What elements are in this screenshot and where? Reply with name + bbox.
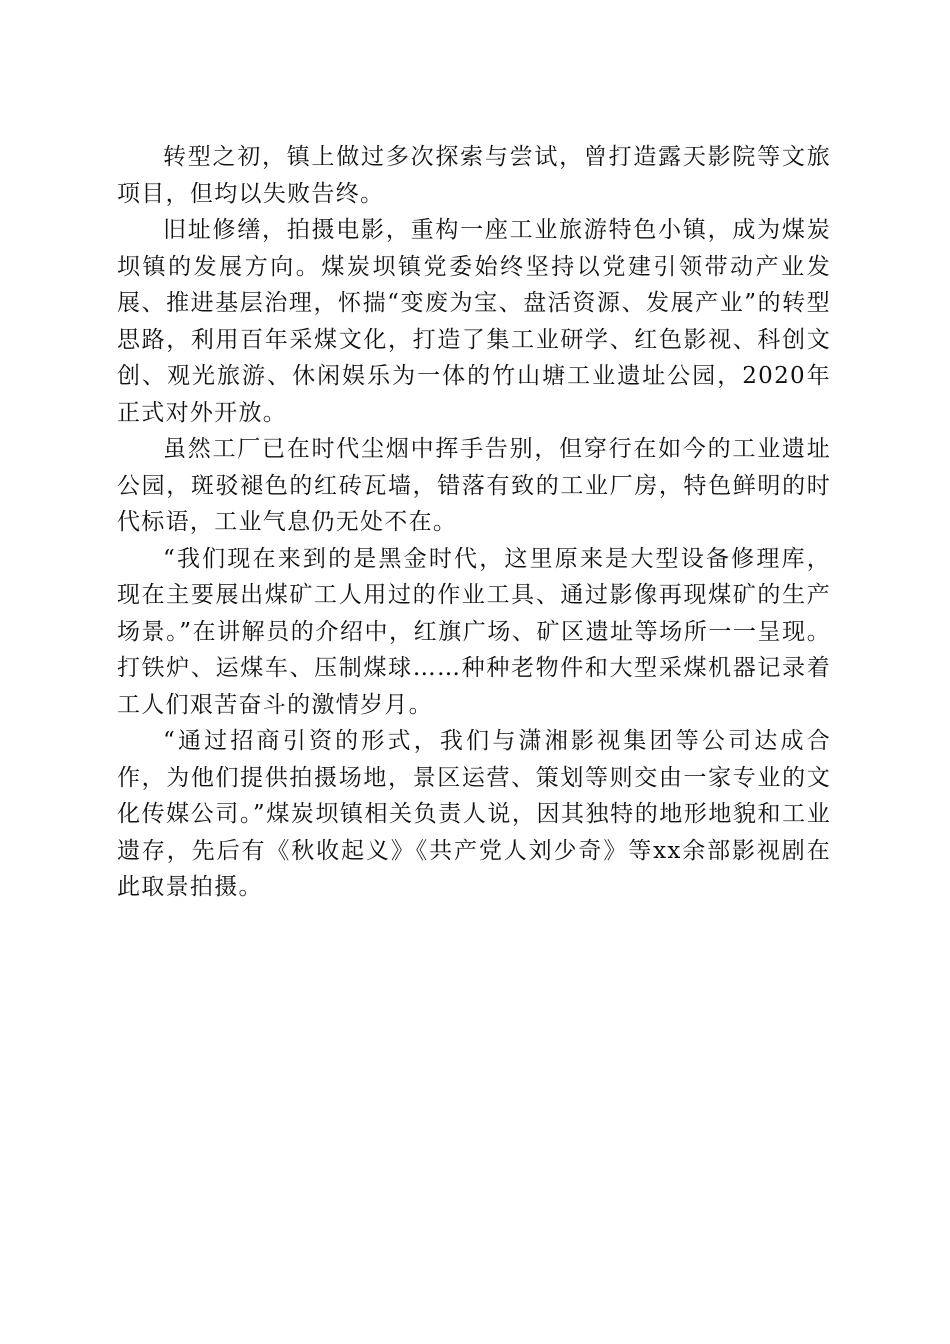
paragraph-4: “我们现在来到的是黑金时代，这里原来是大型设备修理库，现在主要展出煤矿工人用过的作业工具、通过影像再现煤矿的生产场景。”在讲解员的介绍中，红旗广场、矿区遗址等场所一一呈现。打铁炉、运煤车、压制煤球……种种老物件和大型采煤机器记录着工人们艰苦奋斗的激情岁月。 (117, 545, 831, 718)
paragraph-1: 转型之初，镇上做过多次探索与尝试，曾打造露天影院等文旅项目，但均以失败告终。 (117, 144, 831, 207)
document-body (117, 139, 831, 906)
paragraph-3: 虽然工厂已在时代尘烟中挥手告别，但穿行在如今的工业遗址公园，斑驳褪色的红砖瓦墙，错落有致的工业厂房，特色鲜明的时代标语，工业气息仍无处不在。 (117, 436, 831, 535)
paragraph-5: “通过招商引资的形式，我们与潇湘影视集团等公司达成合作，为他们提供拍摄场地，景区运营、策划等则交由一家专业的文化传媒公司。”煤炭坝镇相关负责人说，因其独特的地形地貌和工业遗存，先后有《秋收起义》《共产党人刘少奇》等xx余部影视剧在此取景拍摄。 (117, 728, 831, 900)
paragraph-2: 旧址修缮，拍摄电影，重构一座工业旅游特色小镇，成为煤炭坝镇的发展方向。煤炭坝镇党委始终坚持以党建引领带动产业发展、推进基层治理，怀揣“变废为宝、盘活资源、发展产业”的转型思路，利用百年采煤文化，打造了集工业研学、红色影视、科创文创、观光旅游、休闲娱乐为一体的竹山塘工业遗址公园，2020年正式对外开放。 (117, 217, 831, 426)
